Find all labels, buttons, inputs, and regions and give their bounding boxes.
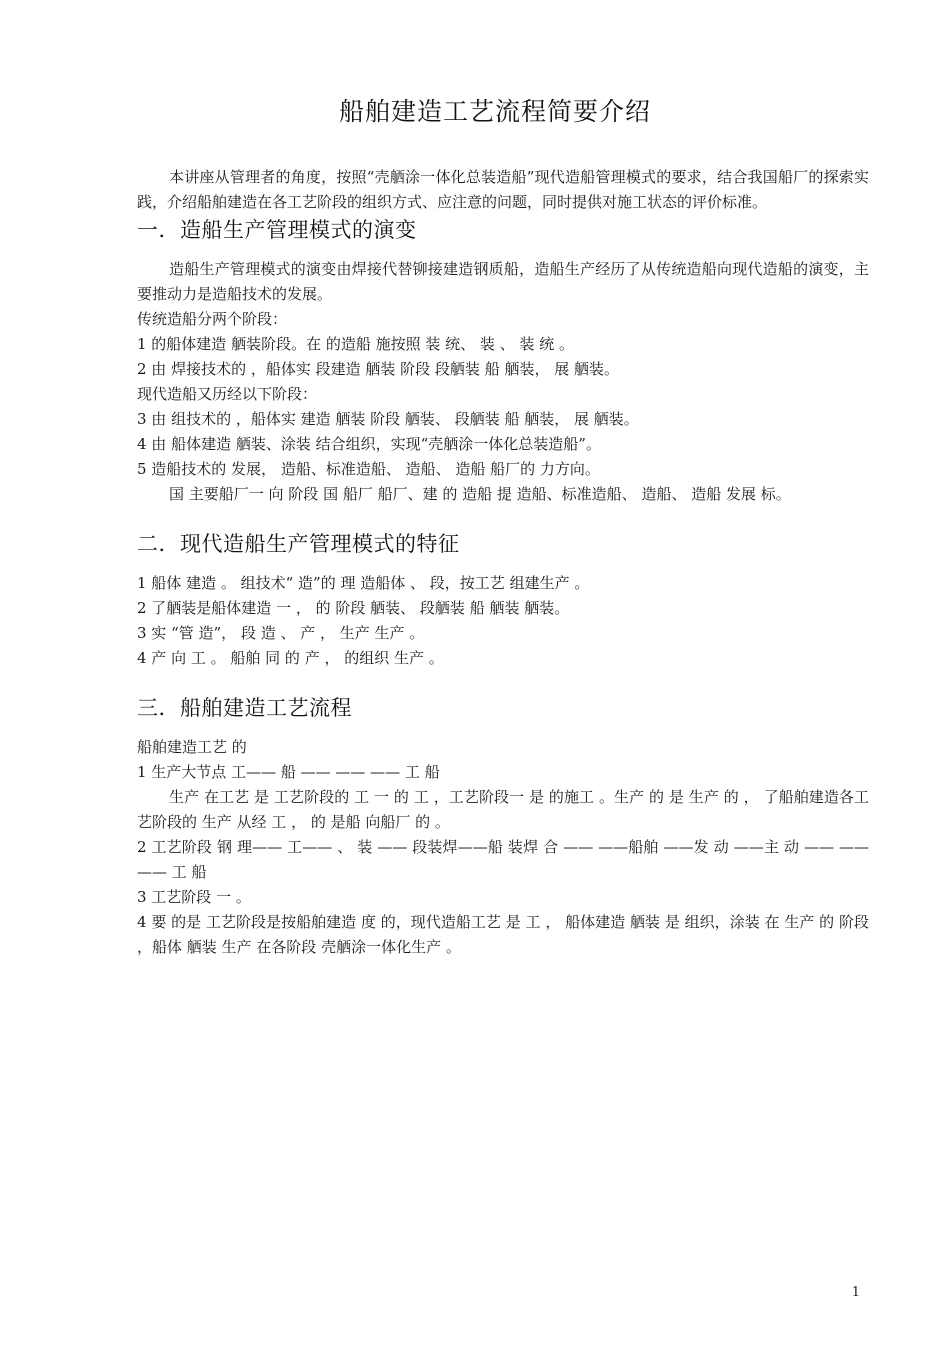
intro-paragraph: 本讲座从管理者的角度，按照“壳舾涂一体化总装造船”现代造船管理模式的要求，结合我国船厂的探索实践，介绍船舶建造在各工艺阶段的组织方式、应注意的问题，同时提供对施工状态的评价标准。 xyxy=(137,168,869,211)
section1-paragraph-9: 国 主要船厂一 向 阶段 国 船厂 船厂、建 的 造船 提 造船、标准造船、 造船、 造船 发展 标。 xyxy=(169,485,791,503)
spacer xyxy=(137,507,869,529)
section1-paragraph-7: 4 由 船体建造 舾装、涂装 结合组织，实现“壳舾涂一体化总装造船”。 xyxy=(137,435,601,453)
section3-paragraph-2: 1 生产大节点 工—— 船 —— —— —— 工 船 xyxy=(137,763,440,781)
spacer xyxy=(137,723,869,735)
section1-paragraph-8: 5 造船技术的 发展， 造船、标准造船、 造船、 造船 船厂的 力方向。 xyxy=(137,460,600,478)
section-heading-3: 三．船舶建造工艺流程 xyxy=(137,696,352,720)
section1-paragraph-3: 1 的船体建造 舾装阶段。在 的造船 施按照 装 统、 装 、 装 统 。 xyxy=(137,335,574,353)
section1-paragraph-1: 造船生产管理模式的演变由焊接代替铆接建造钢质船，造船生产经历了从传统造船向现代造船的演变，主要推动力是造船技术的发展。 xyxy=(137,260,869,303)
document-body xyxy=(137,165,869,960)
section3-paragraph-4: 2 工艺阶段 钢 理—— 工—— 、 装 —— 段装焊——船 装焊 合 —— ——船舶 ——发 动 ——主 动 —— —— —— 工 船 xyxy=(137,838,869,881)
page-number: 1 xyxy=(851,1285,860,1300)
document-title: 船舶建造工艺流程简要介绍 xyxy=(338,97,651,126)
section3-paragraph-1: 船舶建造工艺 的 xyxy=(137,738,247,756)
spacer xyxy=(137,671,869,693)
section2-paragraph-2: 2 了舾装是船体建造 一 ， 的 阶段 舾装、 段舾装 船 舾装 舾装。 xyxy=(137,599,570,617)
section1-paragraph-2: 传统造船分两个阶段： xyxy=(137,310,288,328)
section1-paragraph-6: 3 由 组技术的 ，船体实 建造 舾装 阶段 舾装、 段舾装 船 舾装， 展 舾装。 xyxy=(137,410,639,428)
section1-paragraph-5: 现代造船又历经以下阶段： xyxy=(137,385,318,403)
section2-paragraph-1: 1 船体 建造 。 组技术“ 造”的 理 造船体 、 段，按工艺 组建生产 。 xyxy=(137,574,590,592)
section2-paragraph-4: 4 产 向 工 。 船舶 同 的 产 ， 的组织 生产 。 xyxy=(137,649,444,667)
section3-paragraph-5: 3 工艺阶段 一 。 xyxy=(137,888,251,906)
section3-paragraph-3: 生产 在工艺 是 工艺阶段的 工 一 的 工 ，工艺阶段一 是 的施工 。生产 的 是 生产 的 ， 了船舶建造各工艺阶段的 生产 从经 工 ， 的 是船 向船厂 的 。 xyxy=(137,788,869,831)
spacer xyxy=(137,245,869,257)
section3-paragraph-6: 4 要 的是 工艺阶段是按船舶建造 度 的，现代造船工艺 是 工 ， 船体建造 舾装 是 组织，涂装 在 生产 的 阶段 ，船体 舾装 生产 在各阶段 壳舾涂一体化生产 。 xyxy=(137,913,869,956)
section-heading-2: 二．现代造船生产管理模式的特征 xyxy=(137,532,460,556)
spacer xyxy=(137,559,869,571)
section-heading-1: 一．造船生产管理模式的演变 xyxy=(137,218,417,242)
section2-paragraph-3: 3 实 “管 造”， 段 造 、 产 ， 生产 生产 。 xyxy=(137,624,425,642)
section1-paragraph-4: 2 由 焊接技术的 ，船体实 段建造 舾装 阶段 段舾装 船 舾装， 展 舾装。 xyxy=(137,360,619,378)
